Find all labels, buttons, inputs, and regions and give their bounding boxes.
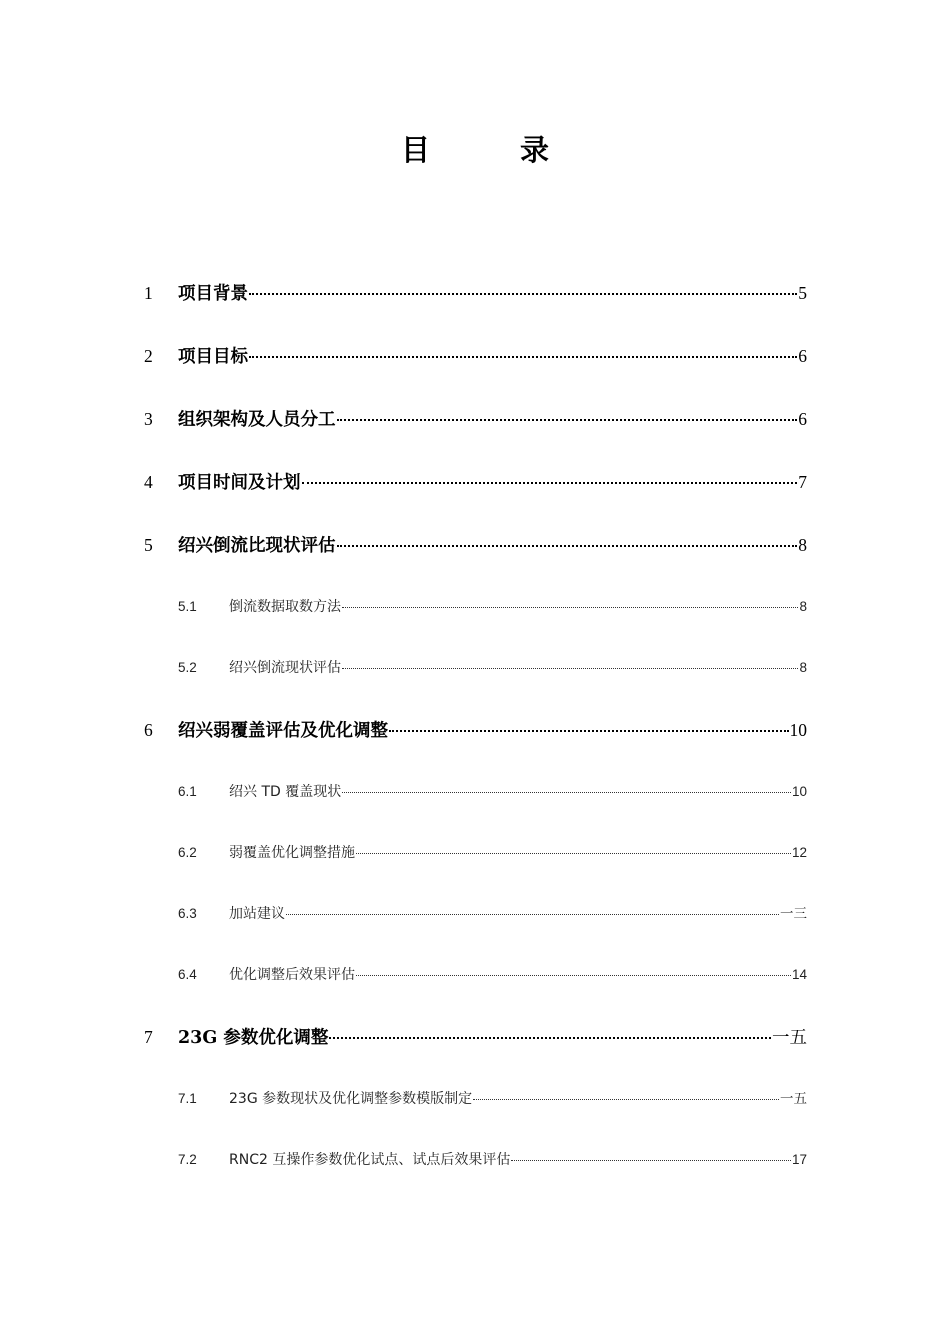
dot-leader — [473, 1099, 779, 1100]
dot-leader — [342, 792, 791, 793]
toc-entry-page: 8 — [799, 660, 807, 675]
dot-leader — [249, 356, 797, 358]
toc-entry-5-2[interactable] — [178, 657, 807, 679]
toc-entry-7-1[interactable] — [178, 1088, 807, 1110]
dot-leader — [342, 607, 798, 608]
toc-entry-number: 2 — [144, 346, 153, 366]
toc-entry-title: 23G 参数现状及优化调整参数模版制定 — [229, 1091, 473, 1107]
toc-entry-1[interactable] — [144, 279, 807, 307]
toc-entry-6[interactable] — [144, 716, 807, 744]
toc-entry-title: 绍兴弱覆盖评估及优化调整 — [178, 721, 388, 741]
toc-entry-number: 4 — [144, 472, 153, 492]
toc-entry-7-2[interactable] — [178, 1149, 807, 1171]
toc-entry-5[interactable] — [144, 531, 807, 559]
toc-entry-7[interactable] — [144, 1023, 807, 1051]
toc-entry-title: 项目背景 — [178, 284, 248, 304]
toc-entry-page: 一三 — [780, 906, 807, 921]
toc-entry-number: 7.1 — [178, 1091, 197, 1106]
toc-entry-title: 绍兴倒流比现状评估 — [178, 536, 336, 556]
toc-entry-page: 14 — [791, 967, 807, 982]
toc-entry-2[interactable] — [144, 342, 807, 370]
toc-entry-number: 5.2 — [178, 660, 197, 675]
toc-entry-number: 5.1 — [178, 599, 197, 614]
dot-leader — [342, 668, 798, 669]
toc-entry-number: 7.2 — [178, 1152, 197, 1167]
toc-entry-page: 17 — [791, 1152, 807, 1167]
toc-entry-page: 5 — [798, 283, 807, 303]
toc-entry-page: 10 — [791, 784, 807, 799]
toc-entry-4[interactable] — [144, 468, 807, 496]
toc-entry-page: 10 — [789, 720, 807, 740]
toc-entry-number: 7 — [144, 1027, 153, 1047]
toc-entry-number: 1 — [144, 283, 153, 303]
toc-entry-number: 6.4 — [178, 967, 197, 982]
toc-entry-page: 一五 — [772, 1027, 807, 1047]
toc-entry-number: 6.2 — [178, 845, 197, 860]
toc-entry-title: 绍兴 TD 覆盖现状 — [229, 784, 342, 800]
toc-entry-number: 3 — [144, 409, 153, 429]
toc-entry-title: 弱覆盖优化调整措施 — [229, 845, 355, 861]
toc-entry-title: 优化调整后效果评估 — [229, 967, 355, 983]
toc-entry-title: 倒流数据取数方法 — [229, 599, 341, 615]
toc-entry-number: 5 — [144, 535, 153, 555]
dot-leader — [511, 1160, 791, 1161]
dot-leader — [337, 419, 798, 421]
dot-leader — [356, 853, 791, 854]
toc-entry-number: 6.1 — [178, 784, 197, 799]
toc-entry-number: 6 — [144, 720, 153, 740]
toc-title: 目 录 — [400, 133, 590, 167]
dot-leader — [286, 914, 779, 915]
toc-entry-page: 12 — [791, 845, 807, 860]
toc-entry-title: 加站建议 — [229, 906, 285, 922]
toc-entry-title: 绍兴倒流现状评估 — [229, 660, 341, 676]
toc-entry-page: 6 — [798, 409, 807, 429]
toc-entry-3[interactable] — [144, 405, 807, 433]
toc-entry-6-3[interactable] — [178, 903, 807, 925]
toc-entry-number: 6.3 — [178, 906, 197, 921]
toc-entry-title: 项目目标 — [178, 347, 248, 367]
dot-leader — [356, 975, 791, 976]
dot-leader — [337, 545, 798, 547]
dot-leader — [389, 730, 789, 732]
toc-entry-title: 23G 参数优化调整 — [178, 1028, 329, 1048]
toc-entry-title: 组织架构及人员分工 — [178, 410, 336, 430]
toc-entry-page: 一五 — [780, 1091, 807, 1106]
toc-entry-page: 8 — [799, 599, 807, 614]
toc-entry-title: 项目时间及计划 — [178, 473, 301, 493]
dot-leader — [329, 1037, 771, 1039]
toc-entry-title: RNC2 互操作参数优化试点、试点后效果评估 — [229, 1152, 511, 1168]
toc-entry-page: 8 — [798, 535, 807, 555]
toc-entry-6-1[interactable] — [178, 781, 807, 803]
toc-entry-6-4[interactable] — [178, 964, 807, 986]
toc-entry-5-1[interactable] — [178, 596, 807, 618]
toc-entry-page: 7 — [798, 472, 807, 492]
toc-entry-6-2[interactable] — [178, 842, 807, 864]
dot-leader — [249, 293, 797, 295]
dot-leader — [302, 482, 798, 484]
toc-entry-page: 6 — [798, 346, 807, 366]
